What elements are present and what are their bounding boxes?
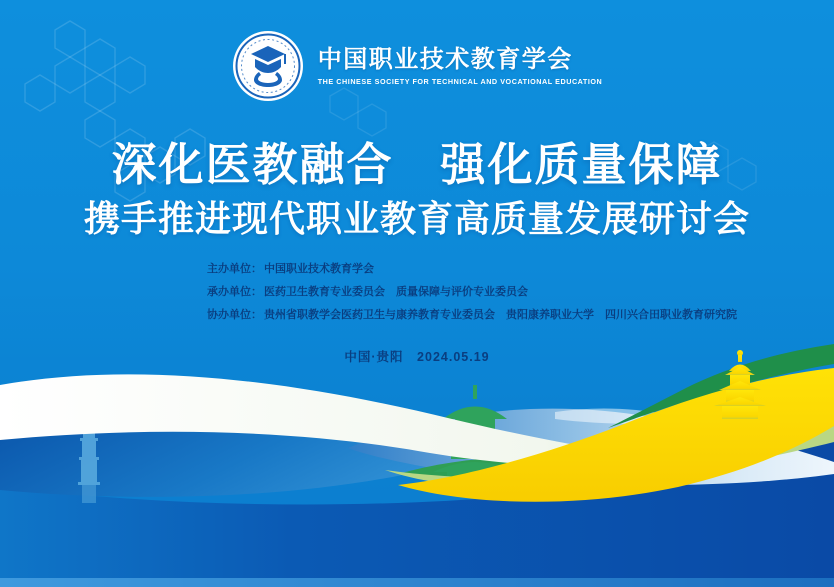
co-organizer-line (207, 304, 737, 327)
society-name-en: THE CHINESE SOCIETY FOR TECHNICAL AND VOCATIONAL EDUCATION (317, 76, 603, 86)
society-name-cn: 中国职业技术教育学会 (317, 46, 573, 74)
co-organizer-orgs: 贵州省职教学会医药卫生与康养教育专业委员会 贵阳康养职业大学 四川兴合田职业教育研究院 (264, 309, 737, 321)
header-lockup (0, 30, 834, 102)
organizer-block (207, 258, 737, 327)
society-logo-icon (232, 30, 304, 102)
co-organizer-label: 协办单位： (207, 309, 262, 321)
undertaker-label: 承办单位： (207, 286, 262, 298)
bottom-light-strip (0, 578, 834, 587)
venue-date: 中国·贵阳 2024.05.19 (344, 350, 490, 364)
banner-title: 深化医教融合 强化质量保障 (111, 139, 723, 190)
undertaker-orgs: 医药卫生教育专业委员会 质量保障与评价专业委员会 (264, 286, 528, 298)
host-line (207, 258, 737, 281)
host-label: 主办单位： (207, 263, 262, 275)
wave-illustration (0, 340, 834, 587)
banner-subtitle: 携手推进现代职业教育高质量发展研讨会 (83, 198, 750, 239)
undertaker-line (207, 281, 737, 304)
host-orgs: 中国职业技术教育学会 (264, 263, 374, 275)
